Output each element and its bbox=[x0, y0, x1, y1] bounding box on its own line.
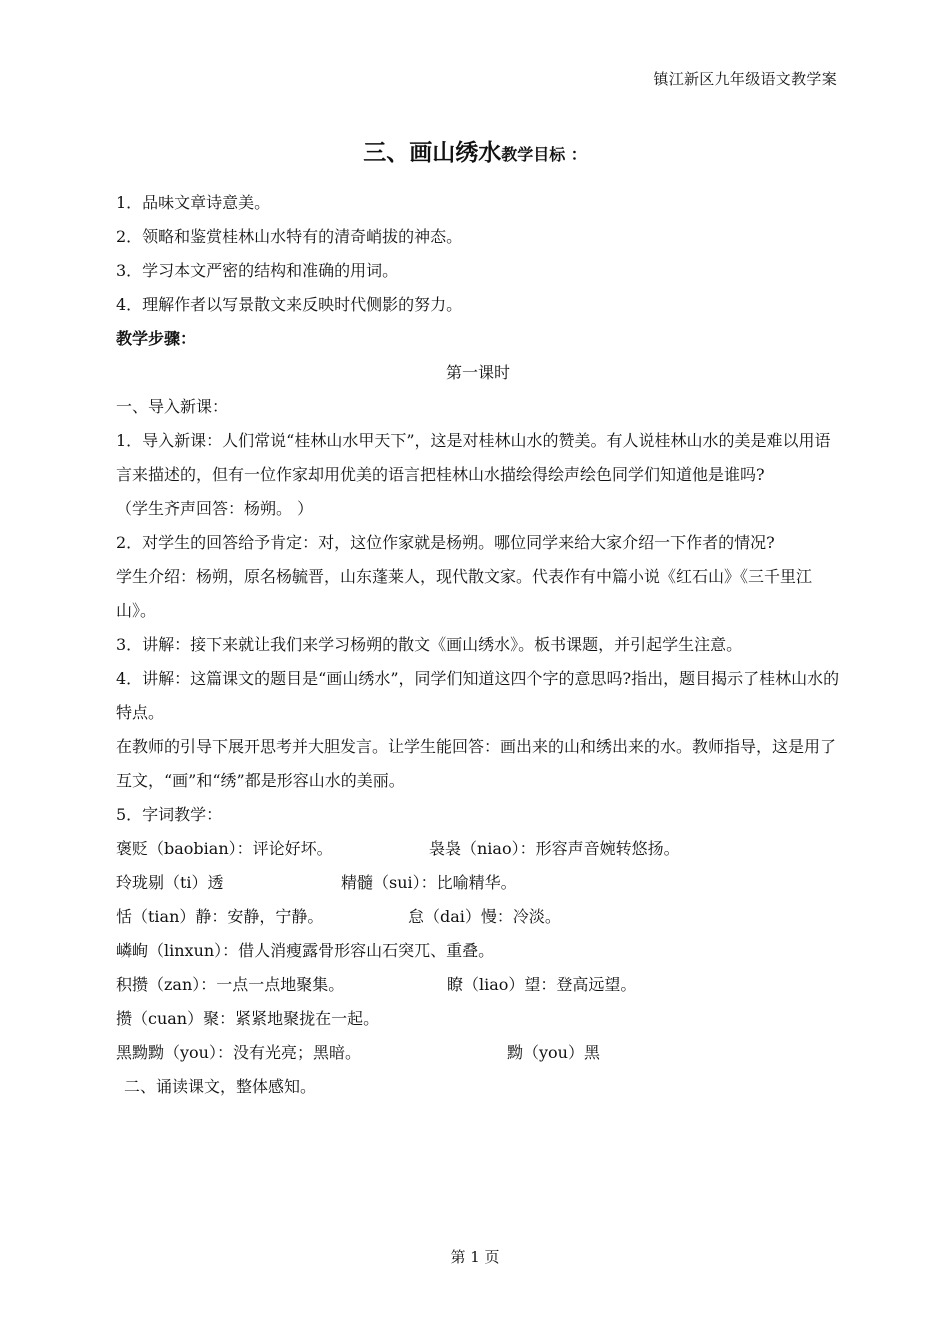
vocab-term: 黑黝黝（you）：没有光亮；黑暗。 bbox=[116, 1043, 361, 1062]
vocab-term: 积攒（zan）：一点一点地聚集。 bbox=[116, 975, 345, 994]
vocab-row bbox=[116, 968, 840, 1002]
vocab-term: 攒（cuan）聚：紧紧地聚拢在一起。 bbox=[116, 1009, 380, 1028]
section-heading: 二、诵读课文，整体感知。 bbox=[124, 1077, 317, 1096]
vocab-row bbox=[116, 934, 840, 968]
page-number: 第 1 页 bbox=[450, 1248, 500, 1266]
vocab-term: 袅袅（niao）：形容声音婉转悠扬。 bbox=[429, 839, 680, 858]
vocab-term: 玲珑剔（ti）透 bbox=[116, 873, 224, 892]
paragraph: 4．讲解：这篇课文的题目是“画山绣水”，同学们知道这四个字的意思吗?指出，题目揭示了桂林山水的特点。 bbox=[116, 669, 840, 722]
vocab-term: 黝（you）黑 bbox=[507, 1043, 600, 1062]
section-heading: 一、导入新课： bbox=[116, 397, 229, 416]
title-main: 三、画山绣水 bbox=[363, 140, 502, 166]
vocab-term: 恬（tian）静：安静，宁静。 bbox=[116, 907, 324, 926]
vocab-term: 褒贬（baobian）：评论好坏。 bbox=[116, 839, 333, 858]
steps-heading: 教学步骤： bbox=[116, 329, 197, 348]
vocab-row bbox=[116, 1002, 840, 1036]
document-body bbox=[116, 186, 840, 1104]
objective-item: 2．领略和鉴赏桂林山水特有的清奇峭拔的神态。 bbox=[116, 227, 463, 246]
vocab-term: 精髓（sui）：比喻精华。 bbox=[341, 873, 517, 892]
vocab-row bbox=[116, 866, 840, 900]
vocab-term: 怠（dai）慢：冷淡。 bbox=[408, 907, 561, 926]
objective-item: 1．品味文章诗意美。 bbox=[116, 193, 271, 212]
vocab-term: 嶙峋（linxun）：借人消瘦露骨形容山石突兀、重叠。 bbox=[116, 941, 495, 960]
paragraph: 2．对学生的回答给予肯定：对，这位作家就是杨朔。哪位同学来给大家介绍一下作者的情况? bbox=[116, 533, 775, 552]
vocab-term: 瞭（liao）望：登高远望。 bbox=[447, 975, 637, 994]
objective-item: 3．学习本文严密的结构和准确的用词。 bbox=[116, 261, 399, 280]
page-header: 镇江新区九年级语文教学案 bbox=[653, 70, 837, 88]
paragraph: 3．讲解：接下来就让我们来学习杨朔的散文《画山绣水》。板书课题，并引起学生注意。 bbox=[116, 635, 743, 654]
objective-item: 4．理解作者以写景散文来反映时代侧影的努力。 bbox=[116, 295, 463, 314]
lesson-heading: 第一课时 bbox=[445, 363, 510, 382]
paragraph: 5．字词教学： bbox=[116, 805, 223, 824]
paragraph: （学生齐声回答：杨朔。 ） bbox=[116, 499, 314, 518]
vocab-row bbox=[116, 1036, 840, 1070]
paragraph: 在教师的引导下展开思考并大胆发言。让学生能回答：画出来的山和绣出来的水。教师指导，这是用了互文，“画”和“绣”都是形容山水的美丽。 bbox=[116, 737, 837, 790]
vocab-row bbox=[116, 900, 840, 934]
page-title bbox=[0, 134, 950, 167]
paragraph: 1．导入新课：人们常说“桂林山水甲天下”，这是对桂林山水的赞美。有人说桂林山水的美是难以用语言来描述的，但有一位作家却用优美的语言把桂林山水描绘得绘声绘色同学们知道他是谁吗? bbox=[116, 431, 831, 484]
title-sub: 教学目标 ： bbox=[501, 145, 587, 164]
vocab-row bbox=[116, 832, 840, 866]
paragraph: 学生介绍：杨朔，原名杨毓晋，山东蓬莱人，现代散文家。代表作有中篇小说《红石山》《三千里江山》。 bbox=[116, 567, 813, 620]
